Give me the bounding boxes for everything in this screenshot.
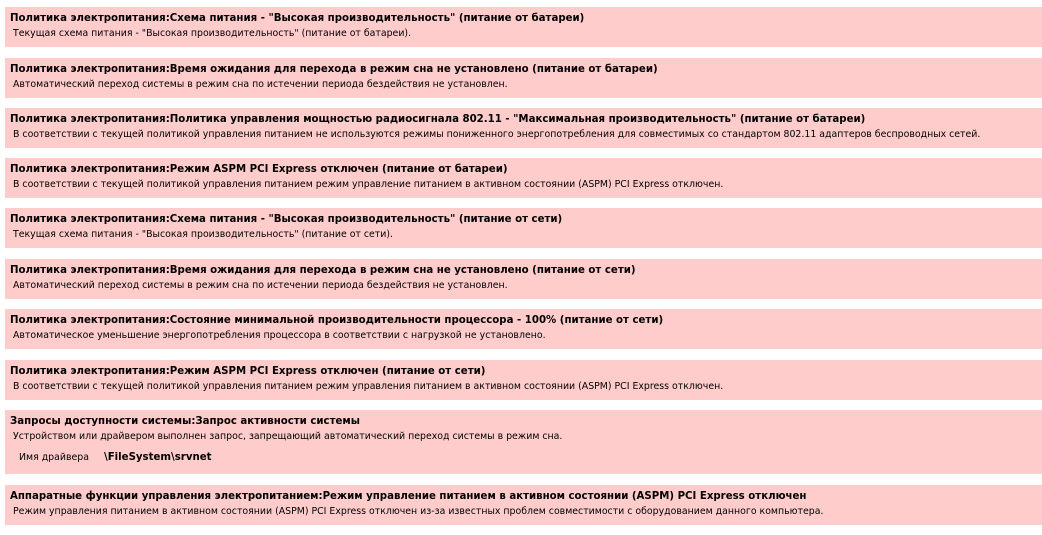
entry-title: Политика электропитания:Схема питания - "Высокая производительность" (питание от батареи)	[10, 13, 585, 24]
detail-row	[10, 447, 1036, 466]
report-entry	[5, 158, 1042, 198]
entry-title: Политика электропитания:Время ожидания для перехода в режим сна не установлено (питание от сети)	[10, 265, 636, 276]
entry-description: Устройством или драйвером выполнен запрос, запрещающий автоматический переход системы в режим сна.	[13, 431, 563, 442]
entry-description: В соответствии с текущей политикой управления питанием не используются режимы пониженного энергопотребления для совместимых со стандартом 802.11 адаптеров беспроводных сетей.	[13, 129, 981, 140]
report-entry	[5, 208, 1042, 248]
report-entry	[5, 410, 1042, 474]
entry-title: Политика электропитания:Время ожидания для перехода в режим сна не установлено (питание от батареи)	[10, 64, 658, 75]
entry-title: Политика электропитания:Политика управления мощностью радиосигнала 802.11 - "Максимальная производительность" (питание от батареи)	[10, 114, 866, 125]
driver-name-label: Имя драйвера	[19, 452, 89, 463]
entry-description: Автоматический переход системы в режим сна по истечении периода бездействия не установлен.	[13, 280, 508, 291]
entry-description: В соответствии с текущей политикой управления питанием режим управления питанием в активном состоянии (ASPM) PCI Express отключен.	[13, 381, 724, 392]
report-entry	[5, 485, 1042, 525]
entry-title: Политика электропитания:Режим ASPM PCI Express отключен (питание от сети)	[10, 366, 486, 377]
report-entry	[5, 360, 1042, 400]
entry-description: Текущая схема питания - "Высокая производительность" (питание от сети).	[13, 229, 393, 240]
report-entry	[5, 7, 1042, 47]
driver-name-value: \FileSystem\srvnet	[104, 452, 212, 463]
report-entry	[5, 108, 1042, 148]
entry-title: Политика электропитания:Состояние минимальной производительности процессора - 100% (питание от сети)	[10, 315, 664, 326]
entry-title: Политика электропитания:Режим ASPM PCI Express отключен (питание от батареи)	[10, 164, 508, 175]
report-entry	[5, 58, 1042, 98]
entry-title: Запросы доступности системы:Запрос активности системы	[10, 416, 360, 427]
entry-description: Режим управления питанием в активном состоянии (ASPM) PCI Express отключен из-за известных проблем совместимости с оборудованием данного компьютера.	[13, 506, 824, 517]
entry-description: Текущая схема питания - "Высокая производительность" (питание от батареи).	[13, 28, 412, 39]
entry-title: Политика электропитания:Схема питания - "Высокая производительность" (питание от сети)	[10, 214, 563, 225]
report-entry	[5, 259, 1042, 299]
entry-description: Автоматическое уменьшение энергопотребления процессора в соответствии с нагрузкой не установлено.	[13, 330, 546, 341]
entry-title: Аппаратные функции управления электропитанием:Режим управление питанием в активном состоянии (ASPM) PCI Express отключен	[10, 491, 807, 502]
entry-description: Автоматический переход системы в режим сна по истечении периода бездействия не установлен.	[13, 79, 508, 90]
entry-description: В соответствии с текущей политикой управления питанием режим управление питанием в активном состоянии (ASPM) PCI Express отключен.	[13, 179, 724, 190]
report-entry	[5, 309, 1042, 349]
